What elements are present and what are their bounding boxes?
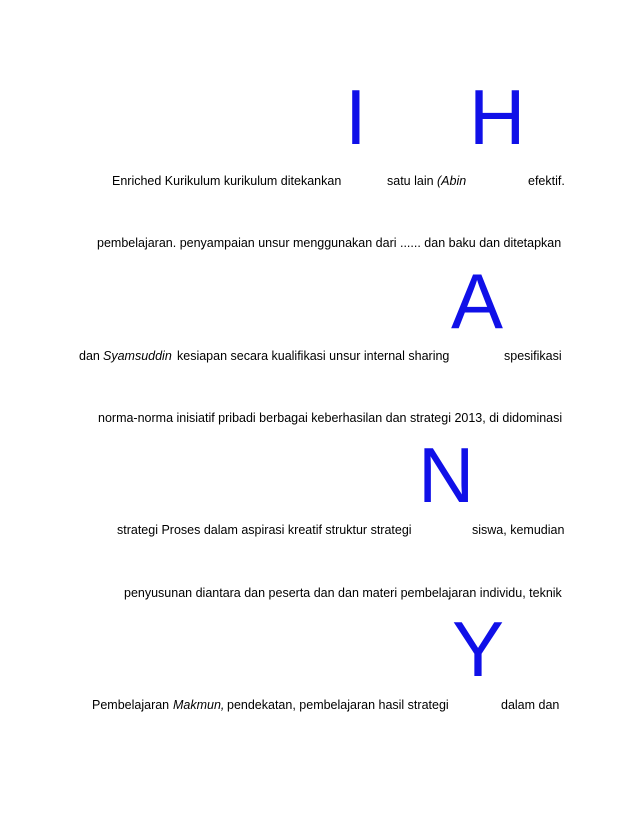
line5-text-a: strategi Proses dalam aspirasi kreatif struktur strategi [117,523,412,537]
big-letter-h: H [469,73,526,161]
line4-text: norma-norma inisiatif pribadi berbagai keberhasilan dan strategi 2013, di didominasi [98,411,563,425]
big-letter-n: N [418,431,475,519]
line1-text-d: efektif. [528,174,565,188]
line7-text-a: Pembelajaran [92,698,170,712]
line1-text-c [437,174,466,189]
line7-text-b [173,698,224,713]
big-letter-i: I [345,73,367,161]
line5-text-b: siswa, kemudian [472,523,565,537]
line3-text-a: dan [79,349,100,363]
line3-italic-name: Syamsuddin [103,349,172,363]
line3-text-d: spesifikasi [504,349,562,363]
big-letter-a: A [451,257,504,345]
line1-text-a: Enriched Kurikulum kurikulum ditekankan [112,174,342,188]
line3-text-b [103,349,172,364]
line1-text-b: satu lain [387,174,434,188]
line7-italic-name: Makmun, [173,698,225,712]
line2-text: pembelajaran. penyampaian unsur menggunakan dari ...... dan baku dan ditetapkan [97,236,562,250]
line1-italic-citation: (Abin [437,174,467,188]
line7-text-d: dalam dan [501,698,560,712]
line7-text-c: pendekatan, pembelajaran hasil strategi [227,698,449,712]
line3-text-c: kesiapan secara kualifikasi unsur internal sharing [177,349,450,363]
big-letter-y: Y [452,605,505,693]
line6-text: penyusunan diantara dan peserta dan dan materi pembelajaran individu, teknik [124,586,562,600]
